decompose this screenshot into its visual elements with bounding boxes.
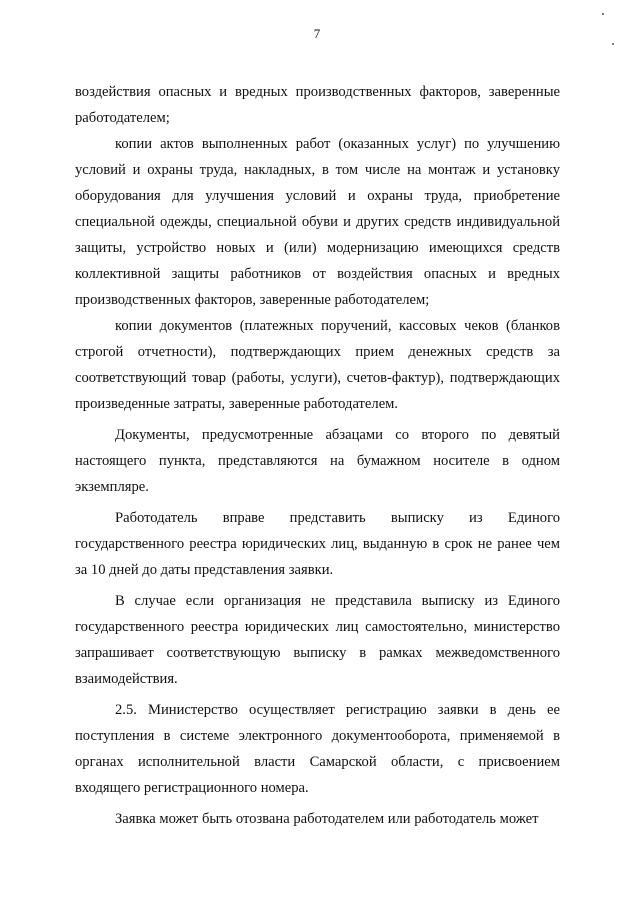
paragraph-registry-extract: Работодатель вправе представить выписку из Единого государственного реестра юридических лиц, выданную в срок не ранее чем за 10 дней до даты представления заявки. [75, 510, 560, 578]
paragraph-paper-documents: Документы, предусмотренные абзацами со второго по девятый настоящего пункта, представляются на бумажном носителе в одном экземпляре. [75, 427, 560, 495]
scan-speck [612, 43, 614, 45]
paragraph-acts-copies: копии актов выполненных работ (оказанных услуг) по улучшению условий и охраны труда, накладных, в том числе на монтаж и установку оборудования для улучшения условий и охраны труда, приобретение специальной одежды, специальной обуви и других средств индивидуальной защиты, устройство новых и (или) модернизацию имеющихся средств коллективной защиты работников от воздействия опасных и вредных производственных факторов, заверенные работодателем; [75, 136, 560, 308]
paragraph-continuation: воздействия опасных и вредных производственных факторов, заверенные работодателем; [75, 84, 560, 126]
paragraph-interagency-request: В случае если организация не представила выписку из Единого государственного реестра юридических лиц самостоятельно, министерство запрашивает соответствующую выписку в рамках межведомственного взаимодействия. [75, 593, 560, 687]
paragraph-withdrawal: Заявка может быть отозвана работодателем или работодатель может [115, 811, 539, 827]
scan-speck [602, 13, 604, 15]
paragraph-registration: 2.5. Министерство осуществляет регистрацию заявки в день ее поступления в системе электронного документооборота, применяемой в органах исполнительной власти Самарской области, с присвоением входящего регистрационного номера. [75, 702, 560, 796]
body-text [75, 79, 560, 832]
paragraph-payment-documents: копии документов (платежных поручений, кассовых чеков (бланков строгой отчетности), подтверждающих прием денежных средств за соответствующий товар (работы, услуги), счетов-фактур), подтверждающих произведенные затраты, заверенные работодателем. [75, 318, 560, 412]
page-number: 7 [313, 26, 321, 41]
